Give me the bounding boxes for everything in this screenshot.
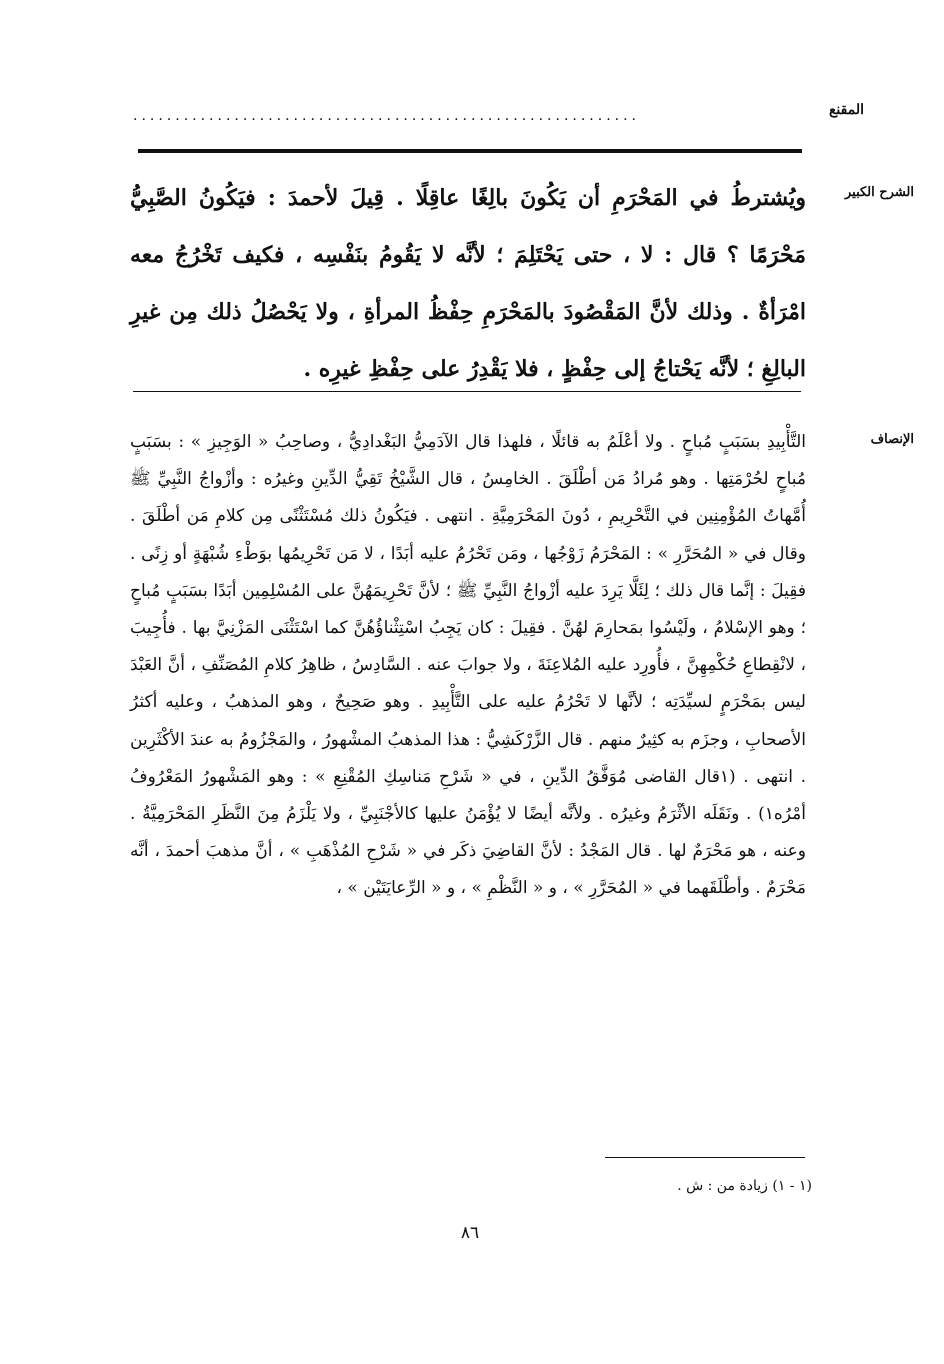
section-label-sharh: الشرح الكبير (844, 185, 914, 200)
section-label-insaf: الإنصاف (870, 432, 914, 447)
insaf-body-text: التَّأْبِيدِ بسَبَبٍ مُباحٍ . ولا أعْلَمُ به قائلًا ، فلهذا قال الآدَمِيُّ البَغْدادِيُّ ، وصاحِبُ « الوَجِيزِ » : بسَبَبٍ مُباحٍ لحُرْمَتِها . وهو مُرادُ مَن أطْلَقَ . الخامِسُ ، قال الشَّيْخُ تَقِيُّ الدِّينِ وغيرُه : وأزْواجُ النَّبِيِّ ﷺ أُمَّهاتُ المُؤْمِنِين في التَّحْرِيمِ ، دُونَ المَحْرَمِيَّةِ . انتهى . فيَكُونُ ذلك مُسْتَثْنًى مِن كلامِ مَن أطْلَقَ . وقال في « المُحَرَّرِ » : المَحْرَمُ زَوْجُها ، ومَن تَحْرُمُ عليه أبَدًا ، لا مَن تَحْرِيمُها بوَطْءِ شُبْهَةٍ أو زِنًى . فقِيلَ : إنَّما قال ذلك ؛ لِئَلَّا يَرِدَ عليه أزْواجُ النَّبِيِّ ﷺ ؛ لأنَّ تَحْرِيمَهُنَّ على المُسْلِمِين أبَدًا بسَبَبٍ مُباحٍ ؛ وهو الإسْلامُ ، ولَيْسُوا بمَحارِمَ لهُنَّ . فقِيلَ : كان يَجِبُ اسْتِثْناؤُهُنَّ كما اسْتَثْنَى المَزْنِيَّ بها . فأُجِيبَ ، لانْقِطاعِ حُكْمِهِنَّ ، فأُورِد عليه المُلاعِنَةَ ، ولا جوابَ عنه . السَّادِسُ ، ظاهِرُ كلامِ المُصَنِّفِ ، أنَّ العَبْدَ ليس بمَحْرَمٍ لسيِّدَتِه ؛ لأنَّها لا تَحْرُمُ عليه على التَّأْبِيدِ . وهو صَحِيحٌ ، وهو المذهبُ ، وعليه أكثرُ الأصحابِ ، وجزَم به كثِيرٌ منهم . قال الزَّرْكَشِيُّ : هذا المذهبُ المشْهورُ ، والمَجْزُومُ به عندَ الأكْثَرِين . انتهى . (١قال القاضى مُوَفَّقُ الدِّينِ ، في « شَرْحِ مَناسِكِ المُقْنِعِ » : وهو المَشْهورُ المَعْرُوفُ أمْرُه١) . ونَقَلَه الأثْرَمُ وغيرُه . ولأنَّه أيضًا لا يُؤْمَنُ عليها كالأجْنَبِيِّ ، ولا يَلْزَمُ مِنَ النَّظَرِ المَحْرَمِيَّةُ . وعنه ، هو مَحْرَمٌ لها . قال المَجْدُ : لأنَّ القاضِيَ ذكَر في « شَرْحِ المُذْهَبِ » ، أنَّ مذهبَ أحمدَ ، أنَّه مَحْرَمٌ . وأطْلَقَهما في « المُحَرَّرِ » ، و « النَّظْمِ » ، و « الرِّعايَتَيْن » ، (130, 432, 806, 899)
header-leader-dots: ............................................................ (133, 108, 641, 124)
header-rule (138, 149, 802, 153)
footnote-rule (605, 1157, 805, 1158)
sharh-body-text: ويُشترطُ في المَحْرَمِ أن يَكُونَ بالِغًا عاقِلًا . قِيلَ لأحمدَ : فيَكُونُ الصَّبِيُّ مَحْرَمًا ؟ قال : لا ، حتى يَحْتَلِمَ ؛ لأنَّه لا يَقُومُ بنَفْسِه ، فكيف تَخْرُجُ معه امْرَأةٌ . وذلك لأنَّ المَقْصُودَ بالمَحْرَمِ حِفْظُ المرأةِ ، ولا يَحْصُلُ ذلك مِن غيرِ البالِغِ ؛ لأنَّه يَحْتاجُ إلى حِفْظٍ ، فلا يَقْدِرُ على حِفْظِ غيرِه . (130, 185, 806, 382)
page-number: ٨٦ (460, 1223, 480, 1243)
running-header-title: المقنع (828, 102, 864, 118)
footnote-text: (١ - ١) زيادة من : ش . (677, 1178, 812, 1194)
section-divider (133, 391, 801, 392)
